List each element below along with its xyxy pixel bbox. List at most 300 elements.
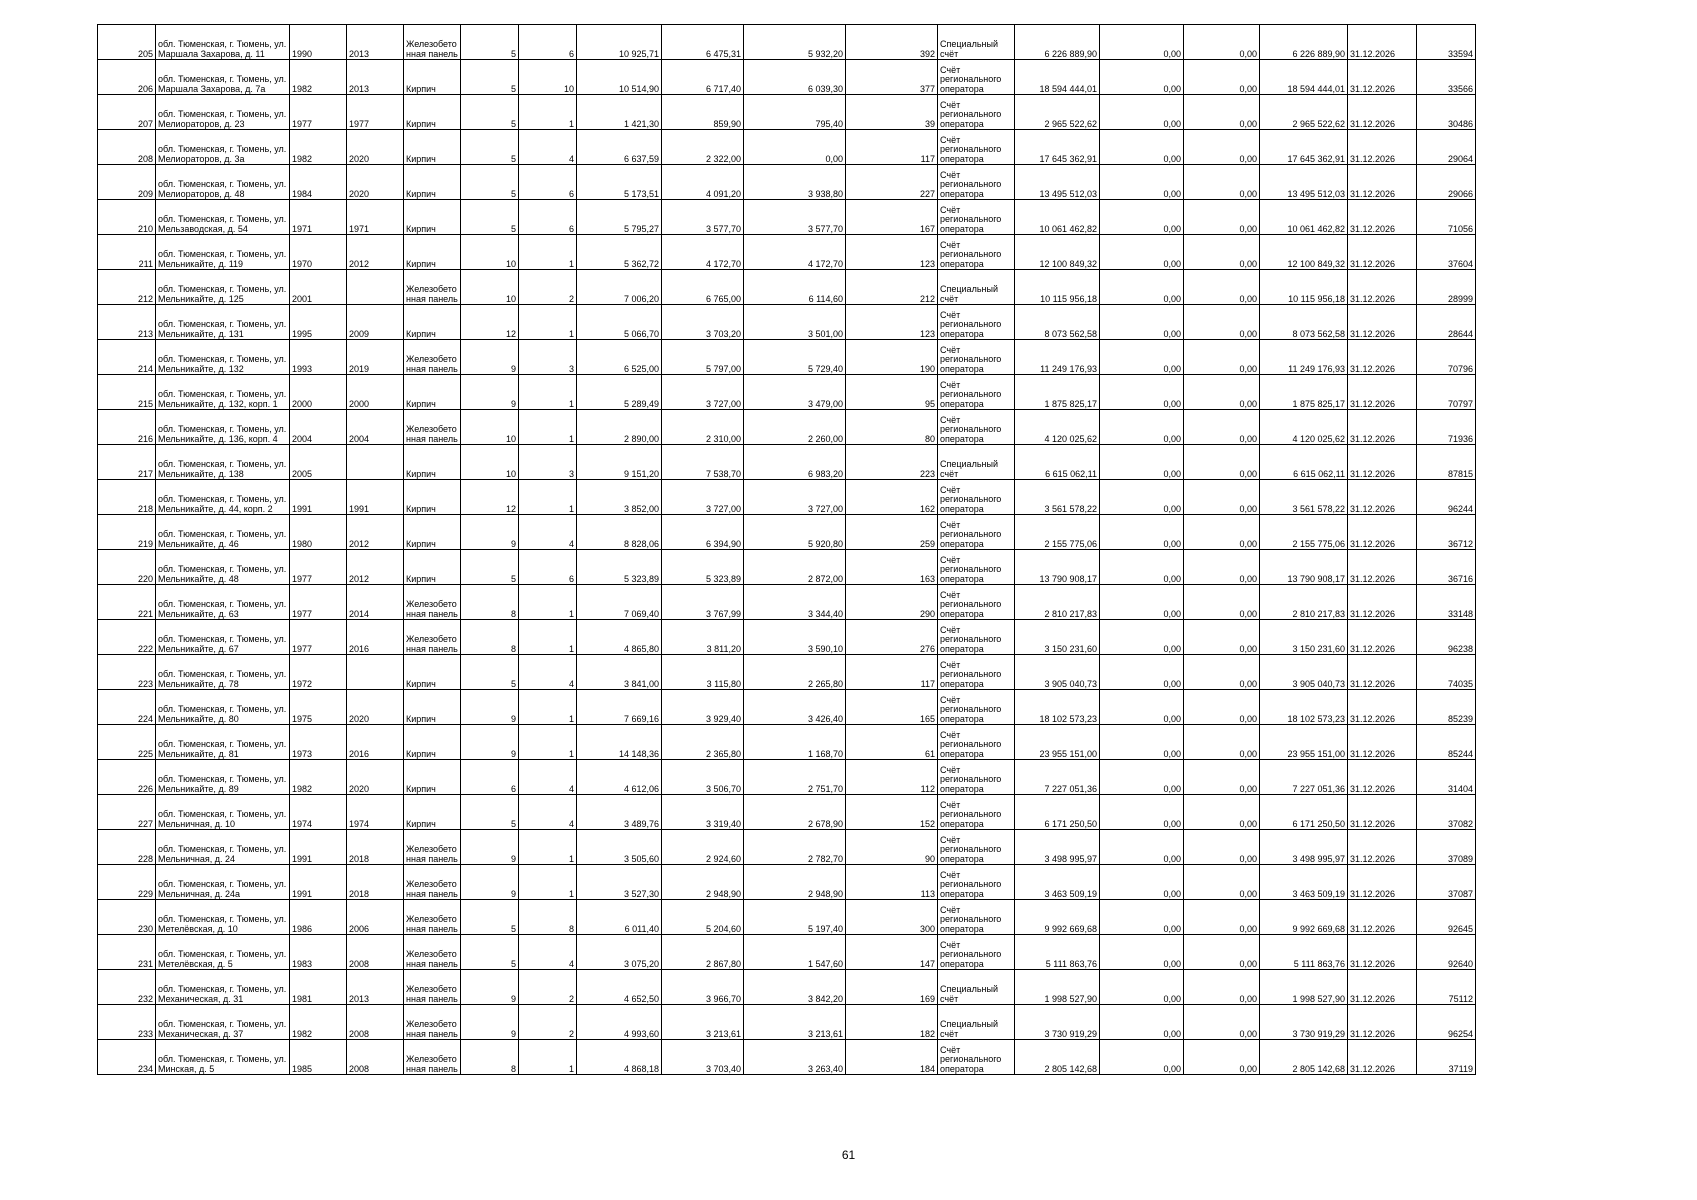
cell-residents: 90 [846, 830, 938, 865]
table-row [98, 585, 1476, 620]
cell-entrances: 8 [519, 900, 577, 935]
cell-owned-area: 2 265,80 [744, 655, 846, 690]
cell-owned-area: 3 938,80 [744, 165, 846, 200]
cell-repair-year: 1971 [347, 200, 404, 235]
cell-cost-total: 5 111 863,76 [1015, 935, 1100, 970]
cell-cost-regional: 0,00 [1184, 130, 1260, 165]
cell-wall-material: Кирпич [404, 165, 461, 200]
cell-repair-year: 2000 [347, 375, 404, 410]
cell-cost-total: 11 249 176,93 [1015, 340, 1100, 375]
cell-build-year: 1982 [290, 60, 347, 95]
cell-house-id: 37604 [1417, 235, 1476, 270]
cell-floors: 5 [461, 60, 519, 95]
cell-repair-year: 2012 [347, 550, 404, 585]
cell-entrances: 6 [519, 550, 577, 585]
cell-cost-total: 10 115 956,18 [1015, 270, 1100, 305]
cell-wall-material: Железобетонная панель [404, 830, 461, 865]
cell-floors: 12 [461, 480, 519, 515]
cell-address: обл. Тюменская, г. Тюмень, ул. Мельникайте, д. 46 [156, 515, 290, 550]
cell-wall-material: Кирпич [404, 655, 461, 690]
cell-row-number: 221 [98, 585, 156, 620]
cell-build-year: 1991 [290, 865, 347, 900]
cell-residents: 163 [846, 550, 938, 585]
cell-entrances: 1 [519, 865, 577, 900]
table-row [98, 690, 1476, 725]
cell-living-area: 6 765,00 [662, 270, 744, 305]
cell-cost-regional: 0,00 [1184, 95, 1260, 130]
cell-cost-regional: 0,00 [1184, 795, 1260, 830]
cell-row-number: 234 [98, 1040, 156, 1075]
cell-residents: 167 [846, 200, 938, 235]
cell-cost-regional: 0,00 [1184, 235, 1260, 270]
table-row [98, 25, 1476, 60]
cell-cost-total: 10 061 462,82 [1015, 200, 1100, 235]
cell-owned-area: 3 479,00 [744, 375, 846, 410]
cell-cost-regional: 0,00 [1184, 515, 1260, 550]
cell-wall-material: Железобетонная панель [404, 25, 461, 60]
cell-floors: 8 [461, 620, 519, 655]
cell-cost-regional: 0,00 [1184, 900, 1260, 935]
cell-owned-area: 5 920,80 [744, 515, 846, 550]
cell-entrances: 4 [519, 935, 577, 970]
table-row [98, 1005, 1476, 1040]
cell-row-number: 207 [98, 95, 156, 130]
cell-build-year: 1973 [290, 725, 347, 760]
cell-repair-year: 2020 [347, 690, 404, 725]
cell-address: обл. Тюменская, г. Тюмень, ул. Мельникайте, д. 131 [156, 305, 290, 340]
cell-cost-owners: 11 249 176,93 [1260, 340, 1348, 375]
cell-cost-regional: 0,00 [1184, 1040, 1260, 1075]
cell-cost-owners: 4 120 025,62 [1260, 410, 1348, 445]
cell-total-area: 3 852,00 [577, 480, 662, 515]
cell-fund-account: Счёт регионального оператора [938, 935, 1015, 970]
table-row [98, 60, 1476, 95]
cell-deadline: 31.12.2026 [1348, 130, 1417, 165]
cell-house-id: 37082 [1417, 795, 1476, 830]
cell-total-area: 7 669,16 [577, 690, 662, 725]
cell-deadline: 31.12.2026 [1348, 375, 1417, 410]
cell-deadline: 31.12.2026 [1348, 165, 1417, 200]
cell-build-year: 1974 [290, 795, 347, 830]
cell-cost-total: 18 594 444,01 [1015, 60, 1100, 95]
cell-row-number: 222 [98, 620, 156, 655]
table-row [98, 480, 1476, 515]
cell-cost-owners: 1 875 825,17 [1260, 375, 1348, 410]
cell-entrances: 2 [519, 970, 577, 1005]
cell-living-area: 3 727,00 [662, 480, 744, 515]
cell-cost-total: 1 875 825,17 [1015, 375, 1100, 410]
cell-entrances: 2 [519, 1005, 577, 1040]
cell-fund-account: Счёт регионального оператора [938, 620, 1015, 655]
cell-repair-year [347, 270, 404, 305]
cell-residents: 39 [846, 95, 938, 130]
cell-total-area: 10 925,71 [577, 25, 662, 60]
cell-build-year: 2001 [290, 270, 347, 305]
cell-total-area: 5 289,49 [577, 375, 662, 410]
cell-row-number: 205 [98, 25, 156, 60]
cell-total-area: 7 006,20 [577, 270, 662, 305]
cell-total-area: 4 993,60 [577, 1005, 662, 1040]
cell-total-area: 4 868,18 [577, 1040, 662, 1075]
cell-cost-federal: 0,00 [1100, 305, 1184, 340]
cell-deadline: 31.12.2026 [1348, 830, 1417, 865]
cell-deadline: 31.12.2026 [1348, 200, 1417, 235]
cell-residents: 184 [846, 1040, 938, 1075]
cell-living-area: 2 948,90 [662, 865, 744, 900]
cell-cost-federal: 0,00 [1100, 25, 1184, 60]
cell-address: обл. Тюменская, г. Тюмень, ул. Мельникайте, д. 48 [156, 550, 290, 585]
cell-repair-year: 2013 [347, 970, 404, 1005]
cell-cost-federal: 0,00 [1100, 935, 1184, 970]
cell-row-number: 210 [98, 200, 156, 235]
cell-residents: 169 [846, 970, 938, 1005]
cell-build-year: 1977 [290, 95, 347, 130]
cell-house-id: 74035 [1417, 655, 1476, 690]
cell-deadline: 31.12.2026 [1348, 935, 1417, 970]
cell-cost-federal: 0,00 [1100, 235, 1184, 270]
cell-address: обл. Тюменская, г. Тюмень, ул. Мельникайте, д. 138 [156, 445, 290, 480]
cell-address: обл. Тюменская, г. Тюмень, ул. Маршала Захарова, д. 11 [156, 25, 290, 60]
cell-cost-owners: 23 955 151,00 [1260, 725, 1348, 760]
cell-cost-owners: 6 615 062,11 [1260, 445, 1348, 480]
cell-living-area: 4 091,20 [662, 165, 744, 200]
cell-residents: 113 [846, 865, 938, 900]
cell-owned-area: 3 263,40 [744, 1040, 846, 1075]
cell-address: обл. Тюменская, г. Тюмень, ул. Мельникайте, д. 132, корп. 1 [156, 375, 290, 410]
cell-entrances: 4 [519, 760, 577, 795]
cell-living-area: 3 703,40 [662, 1040, 744, 1075]
cell-cost-total: 18 102 573,23 [1015, 690, 1100, 725]
cell-owned-area: 5 197,40 [744, 900, 846, 935]
cell-floors: 9 [461, 375, 519, 410]
cell-residents: 147 [846, 935, 938, 970]
cell-build-year: 1983 [290, 935, 347, 970]
cell-row-number: 213 [98, 305, 156, 340]
table-row [98, 410, 1476, 445]
cell-address: обл. Тюменская, г. Тюмень, ул. Мелиораторов, д. 3а [156, 130, 290, 165]
cell-row-number: 218 [98, 480, 156, 515]
cell-house-id: 85244 [1417, 725, 1476, 760]
cell-house-id: 33594 [1417, 25, 1476, 60]
table-row [98, 655, 1476, 690]
cell-address: обл. Тюменская, г. Тюмень, ул. Мелиораторов, д. 48 [156, 165, 290, 200]
cell-entrances: 1 [519, 620, 577, 655]
cell-build-year: 2005 [290, 445, 347, 480]
cell-living-area: 5 204,60 [662, 900, 744, 935]
cell-fund-account: Счёт регионального оператора [938, 900, 1015, 935]
table-row [98, 270, 1476, 305]
table-row [98, 550, 1476, 585]
cell-wall-material: Кирпич [404, 690, 461, 725]
cell-floors: 5 [461, 900, 519, 935]
cell-owned-area: 5 932,20 [744, 25, 846, 60]
cell-cost-federal: 0,00 [1100, 515, 1184, 550]
cell-entrances: 1 [519, 95, 577, 130]
cell-residents: 123 [846, 235, 938, 270]
cell-build-year: 1981 [290, 970, 347, 1005]
cell-owned-area: 3 213,61 [744, 1005, 846, 1040]
cell-repair-year: 2019 [347, 340, 404, 375]
cell-cost-owners: 6 226 889,90 [1260, 25, 1348, 60]
cell-row-number: 217 [98, 445, 156, 480]
cell-deadline: 31.12.2026 [1348, 655, 1417, 690]
cell-total-area: 6 637,59 [577, 130, 662, 165]
cell-living-area: 5 323,89 [662, 550, 744, 585]
cell-total-area: 10 514,90 [577, 60, 662, 95]
cell-cost-owners: 1 998 527,90 [1260, 970, 1348, 1005]
cell-cost-owners: 3 561 578,22 [1260, 480, 1348, 515]
cell-cost-federal: 0,00 [1100, 270, 1184, 305]
cell-residents: 377 [846, 60, 938, 95]
cell-wall-material: Железобетонная панель [404, 935, 461, 970]
cell-repair-year: 2012 [347, 515, 404, 550]
cell-total-area: 14 148,36 [577, 725, 662, 760]
cell-row-number: 216 [98, 410, 156, 445]
cell-cost-regional: 0,00 [1184, 690, 1260, 725]
cell-row-number: 211 [98, 235, 156, 270]
cell-repair-year: 2020 [347, 165, 404, 200]
cell-cost-total: 3 150 231,60 [1015, 620, 1100, 655]
cell-address: обл. Тюменская, г. Тюмень, ул. Мельникайте, д. 125 [156, 270, 290, 305]
cell-cost-regional: 0,00 [1184, 760, 1260, 795]
table-body [98, 25, 1476, 1075]
cell-floors: 10 [461, 270, 519, 305]
cell-row-number: 219 [98, 515, 156, 550]
table-row [98, 725, 1476, 760]
cell-owned-area: 2 260,00 [744, 410, 846, 445]
cell-cost-owners: 6 171 250,50 [1260, 795, 1348, 830]
cell-wall-material: Железобетонная панель [404, 620, 461, 655]
cell-residents: 276 [846, 620, 938, 655]
cell-residents: 290 [846, 585, 938, 620]
cell-cost-regional: 0,00 [1184, 725, 1260, 760]
cell-wall-material: Железобетонная панель [404, 270, 461, 305]
cell-entrances: 1 [519, 690, 577, 725]
cell-residents: 117 [846, 655, 938, 690]
cell-residents: 117 [846, 130, 938, 165]
table-row [98, 95, 1476, 130]
cell-row-number: 209 [98, 165, 156, 200]
cell-build-year: 1991 [290, 480, 347, 515]
cell-entrances: 1 [519, 305, 577, 340]
cell-house-id: 92645 [1417, 900, 1476, 935]
cell-floors: 10 [461, 235, 519, 270]
cell-cost-owners: 2 810 217,83 [1260, 585, 1348, 620]
cell-entrances: 4 [519, 795, 577, 830]
cell-floors: 9 [461, 865, 519, 900]
cell-house-id: 36712 [1417, 515, 1476, 550]
cell-address: обл. Тюменская, г. Тюмень, ул. Мельникайте, д. 80 [156, 690, 290, 725]
cell-cost-owners: 10 115 956,18 [1260, 270, 1348, 305]
cell-house-id: 33148 [1417, 585, 1476, 620]
cell-cost-owners: 13 495 512,03 [1260, 165, 1348, 200]
cell-living-area: 3 577,70 [662, 200, 744, 235]
cell-deadline: 31.12.2026 [1348, 305, 1417, 340]
cell-repair-year: 2013 [347, 25, 404, 60]
cell-floors: 9 [461, 1005, 519, 1040]
cell-cost-regional: 0,00 [1184, 410, 1260, 445]
cell-total-area: 9 151,20 [577, 445, 662, 480]
cell-deadline: 31.12.2026 [1348, 585, 1417, 620]
cell-wall-material: Железобетонная панель [404, 900, 461, 935]
cell-repair-year: 1991 [347, 480, 404, 515]
cell-owned-area: 2 782,70 [744, 830, 846, 865]
cell-house-id: 28999 [1417, 270, 1476, 305]
cell-deadline: 31.12.2026 [1348, 900, 1417, 935]
cell-cost-regional: 0,00 [1184, 305, 1260, 340]
cell-floors: 10 [461, 410, 519, 445]
cell-fund-account: Счёт регионального оператора [938, 655, 1015, 690]
cell-build-year: 1982 [290, 1005, 347, 1040]
cell-residents: 259 [846, 515, 938, 550]
cell-cost-total: 3 905 040,73 [1015, 655, 1100, 690]
cell-entrances: 4 [519, 655, 577, 690]
cell-house-id: 70797 [1417, 375, 1476, 410]
cell-cost-federal: 0,00 [1100, 130, 1184, 165]
table-row [98, 375, 1476, 410]
cell-repair-year: 2018 [347, 830, 404, 865]
cell-living-area: 3 929,40 [662, 690, 744, 725]
cell-build-year: 1982 [290, 760, 347, 795]
cell-deadline: 31.12.2026 [1348, 515, 1417, 550]
cell-entrances: 1 [519, 585, 577, 620]
cell-address: обл. Тюменская, г. Тюмень, ул. Мельзаводская, д. 54 [156, 200, 290, 235]
cell-cost-federal: 0,00 [1100, 795, 1184, 830]
cell-wall-material: Кирпич [404, 550, 461, 585]
cell-repair-year: 2009 [347, 305, 404, 340]
cell-cost-federal: 0,00 [1100, 655, 1184, 690]
cell-house-id: 70796 [1417, 340, 1476, 375]
cell-build-year: 1970 [290, 235, 347, 270]
cell-cost-regional: 0,00 [1184, 550, 1260, 585]
cell-floors: 9 [461, 970, 519, 1005]
cell-owned-area: 1 547,60 [744, 935, 846, 970]
cell-fund-account: Счёт регионального оператора [938, 165, 1015, 200]
cell-cost-owners: 18 594 444,01 [1260, 60, 1348, 95]
cell-total-area: 3 489,76 [577, 795, 662, 830]
cell-floors: 5 [461, 95, 519, 130]
cell-cost-owners: 3 905 040,73 [1260, 655, 1348, 690]
cell-wall-material: Железобетонная панель [404, 410, 461, 445]
cell-living-area: 2 867,80 [662, 935, 744, 970]
cell-cost-owners: 10 061 462,82 [1260, 200, 1348, 235]
cell-row-number: 224 [98, 690, 156, 725]
cell-deadline: 31.12.2026 [1348, 620, 1417, 655]
cell-row-number: 226 [98, 760, 156, 795]
table-row [98, 165, 1476, 200]
cell-address: обл. Тюменская, г. Тюмень, ул. Мельникайте, д. 78 [156, 655, 290, 690]
cell-build-year: 1991 [290, 830, 347, 865]
cell-living-area: 3 727,00 [662, 375, 744, 410]
cell-owned-area: 5 729,40 [744, 340, 846, 375]
cell-wall-material: Кирпич [404, 445, 461, 480]
cell-deadline: 31.12.2026 [1348, 970, 1417, 1005]
cell-cost-owners: 17 645 362,91 [1260, 130, 1348, 165]
cell-owned-area: 3 426,40 [744, 690, 846, 725]
cell-cost-regional: 0,00 [1184, 480, 1260, 515]
cell-repair-year: 2013 [347, 60, 404, 95]
cell-total-area: 6 525,00 [577, 340, 662, 375]
cell-wall-material: Кирпич [404, 200, 461, 235]
cell-floors: 9 [461, 340, 519, 375]
cell-owned-area: 3 842,20 [744, 970, 846, 1005]
cell-cost-federal: 0,00 [1100, 340, 1184, 375]
cell-repair-year: 2016 [347, 725, 404, 760]
cell-living-area: 6 717,40 [662, 60, 744, 95]
cell-cost-total: 6 615 062,11 [1015, 445, 1100, 480]
cell-cost-owners: 5 111 863,76 [1260, 935, 1348, 970]
cell-entrances: 4 [519, 515, 577, 550]
table-row [98, 620, 1476, 655]
cell-residents: 80 [846, 410, 938, 445]
cell-cost-total: 23 955 151,00 [1015, 725, 1100, 760]
cell-owned-area: 6 983,20 [744, 445, 846, 480]
cell-total-area: 5 066,70 [577, 305, 662, 340]
cell-build-year: 1971 [290, 200, 347, 235]
cell-floors: 9 [461, 725, 519, 760]
cell-repair-year [347, 655, 404, 690]
cell-address: обл. Тюменская, г. Тюмень, ул. Мельникайте, д. 63 [156, 585, 290, 620]
cell-cost-owners: 3 730 919,29 [1260, 1005, 1348, 1040]
table-row [98, 760, 1476, 795]
cell-deadline: 31.12.2026 [1348, 340, 1417, 375]
cell-owned-area: 3 344,40 [744, 585, 846, 620]
cell-cost-regional: 0,00 [1184, 655, 1260, 690]
cell-entrances: 3 [519, 340, 577, 375]
cell-deadline: 31.12.2026 [1348, 760, 1417, 795]
cell-floors: 6 [461, 760, 519, 795]
cell-house-id: 37087 [1417, 865, 1476, 900]
cell-entrances: 6 [519, 25, 577, 60]
cell-owned-area: 6 039,30 [744, 60, 846, 95]
cell-fund-account: Счёт регионального оператора [938, 795, 1015, 830]
cell-total-area: 3 505,60 [577, 830, 662, 865]
cell-living-area: 2 365,80 [662, 725, 744, 760]
cell-entrances: 1 [519, 410, 577, 445]
cell-deadline: 31.12.2026 [1348, 795, 1417, 830]
register-table [97, 24, 1476, 1075]
cell-living-area: 3 319,40 [662, 795, 744, 830]
cell-address: обл. Тюменская, г. Тюмень, ул. Мельничная, д. 24 [156, 830, 290, 865]
cell-cost-federal: 0,00 [1100, 375, 1184, 410]
cell-repair-year: 1974 [347, 795, 404, 830]
cell-house-id: 92640 [1417, 935, 1476, 970]
cell-living-area: 2 924,60 [662, 830, 744, 865]
cell-cost-regional: 0,00 [1184, 830, 1260, 865]
table-row [98, 865, 1476, 900]
cell-cost-total: 2 965 522,62 [1015, 95, 1100, 130]
cell-cost-owners: 3 150 231,60 [1260, 620, 1348, 655]
cell-house-id: 71056 [1417, 200, 1476, 235]
cell-cost-federal: 0,00 [1100, 445, 1184, 480]
cell-fund-account: Счёт регионального оператора [938, 340, 1015, 375]
cell-floors: 9 [461, 690, 519, 725]
cell-cost-regional: 0,00 [1184, 585, 1260, 620]
cell-total-area: 4 865,80 [577, 620, 662, 655]
cell-cost-owners: 13 790 908,17 [1260, 550, 1348, 585]
cell-residents: 95 [846, 375, 938, 410]
cell-living-area: 3 213,61 [662, 1005, 744, 1040]
cell-cost-federal: 0,00 [1100, 900, 1184, 935]
cell-residents: 152 [846, 795, 938, 830]
cell-wall-material: Железобетонная панель [404, 1040, 461, 1075]
cell-cost-federal: 0,00 [1100, 830, 1184, 865]
cell-house-id: 37119 [1417, 1040, 1476, 1075]
cell-cost-total: 3 498 995,97 [1015, 830, 1100, 865]
cell-house-id: 28644 [1417, 305, 1476, 340]
cell-wall-material: Кирпич [404, 795, 461, 830]
cell-cost-total: 3 463 509,19 [1015, 865, 1100, 900]
